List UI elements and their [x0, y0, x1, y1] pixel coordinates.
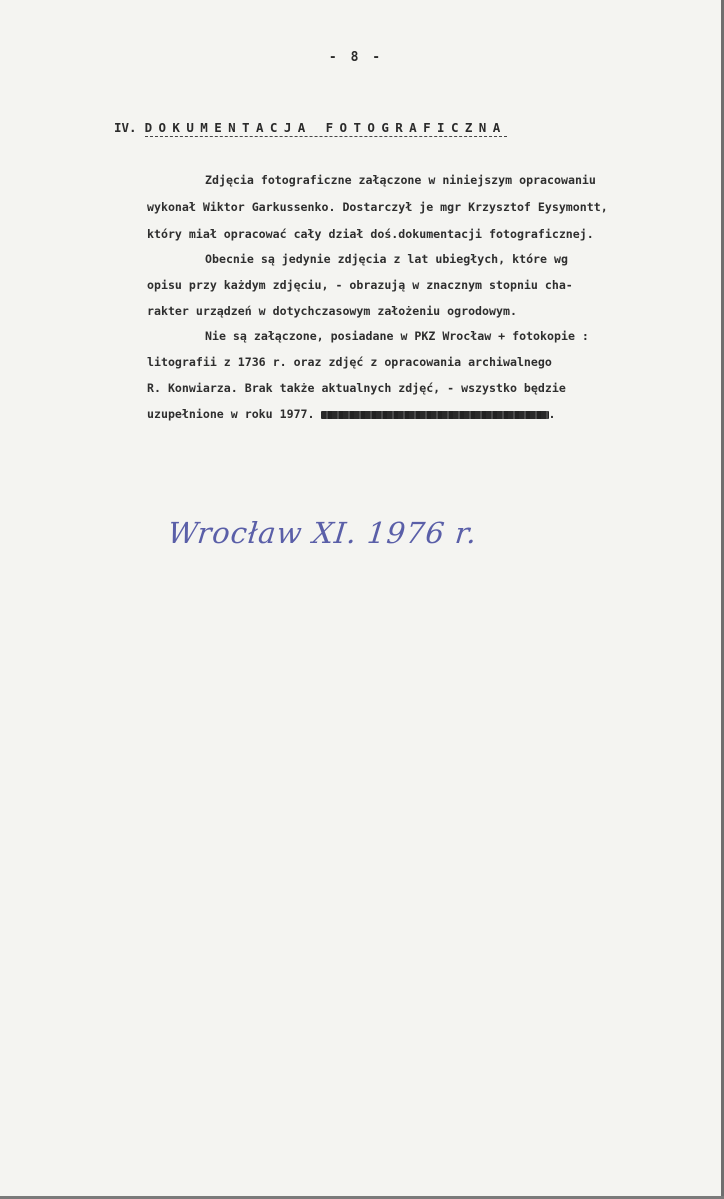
body-line-1: Zdjęcia fotograficzne załączone w niniejszym opracowaniu — [205, 173, 596, 187]
body-line-10 — [147, 407, 556, 421]
body-line-3: który miał opracować cały dział doś.dokumentacji fotograficznej. — [147, 227, 594, 241]
section-numeral: IV. — [114, 120, 137, 135]
body-line-2: wykonał Wiktor Garkussenko. Dostarczył je mgr Krzysztof Eysymontt, — [147, 200, 608, 214]
section-heading — [114, 120, 507, 135]
body-line-6: rakter urządzeń w dotychczasowym założeniu ogrodowym. — [147, 304, 517, 318]
body-line-4: Obecnie są jedynie zdjęcia z lat ubiegłych, które wg — [205, 252, 568, 266]
body-line-7: Nie są załączone, posiadane w PKZ Wrocław + fotokopie : — [205, 329, 589, 343]
redacted-text-strikeout — [321, 411, 549, 419]
body-line-8: litografii z 1736 r. oraz zdjęć z opracowania archiwalnego — [147, 355, 552, 369]
section-title: DOKUMENTACJA FOTOGRAFICZNA — [144, 120, 507, 135]
body-line-10-text: uzupełnione w roku 1977. — [147, 407, 315, 421]
handwritten-place-date-note: Wrocław XI. 1976 r. — [166, 516, 480, 550]
page-number: - 8 - — [328, 50, 384, 65]
body-line-5: opisu przy każdym zdjęciu, - obrazują w znacznym stopniu cha- — [147, 278, 573, 292]
closing-punctuation: . — [548, 407, 556, 421]
body-line-9: R. Konwiarza. Brak także aktualnych zdjęć, - wszystko będzie — [147, 381, 566, 395]
